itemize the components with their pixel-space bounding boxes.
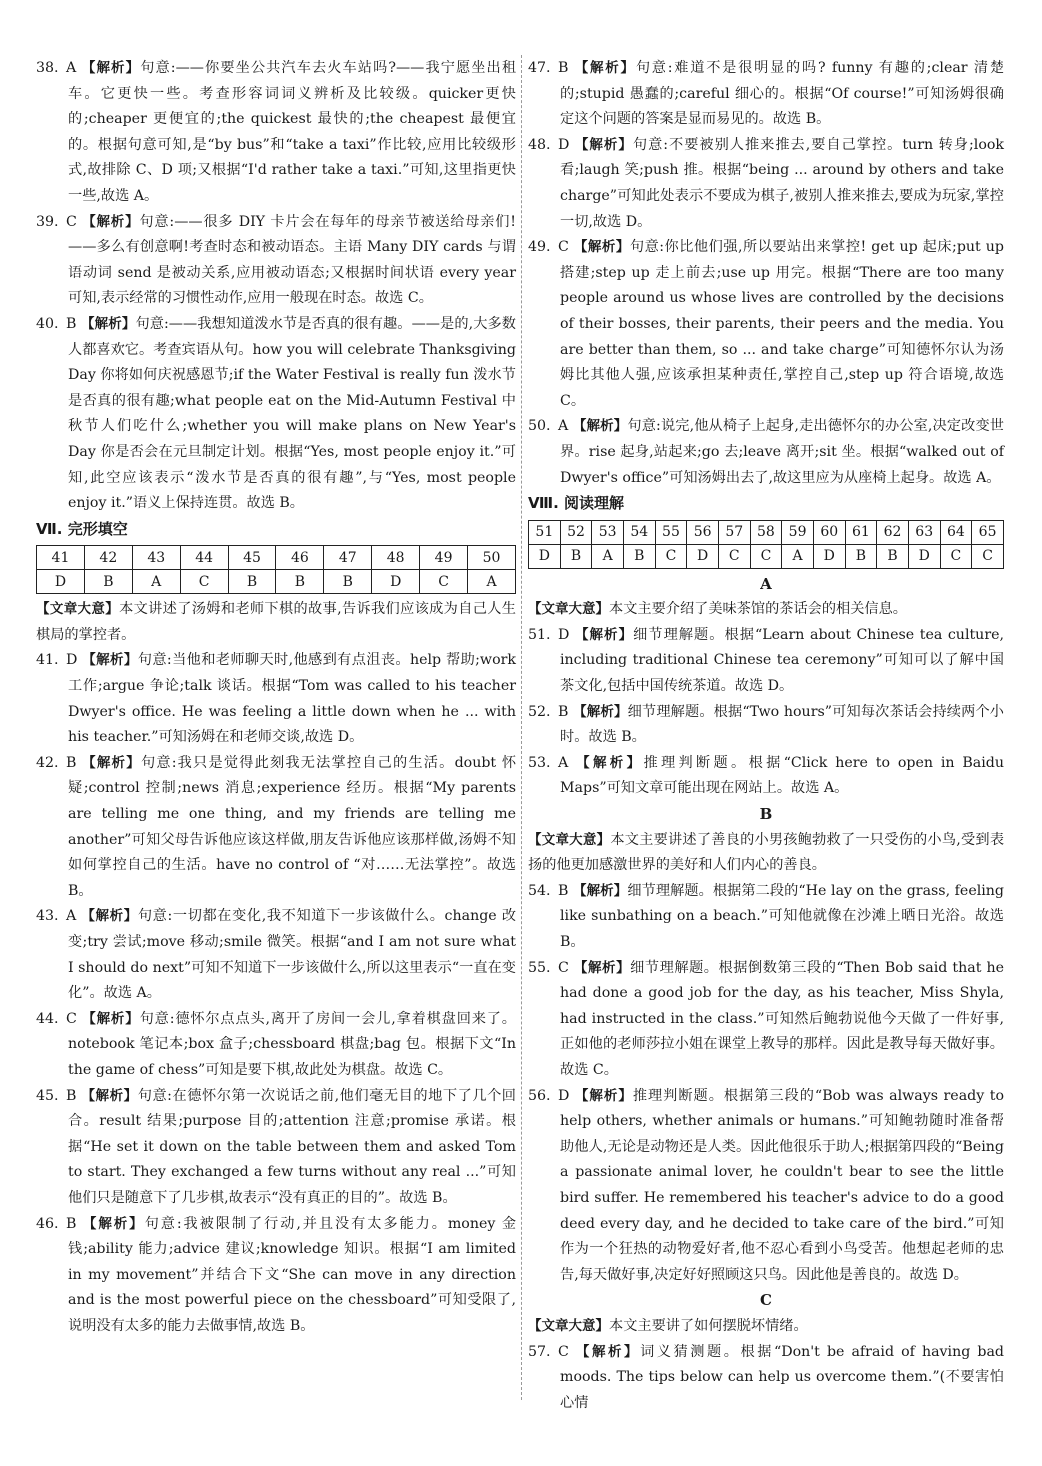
table-cell: 53 — [592, 520, 624, 544]
answer-item-47: 47. B 【解析】句意:难道不是很明显的吗? funny 有趣的;clear 清楚的;stupid 愚蠢的;careful 细心的。根据“Of course!”可知汤姆很确定这个问题的答案是显而易见的。故选 B。 — [528, 60, 1005, 128]
table-cell: 51 — [529, 520, 561, 544]
cloze-answer-table — [36, 545, 516, 594]
table-cell: D — [908, 544, 940, 568]
answer-item-40: 40. B 【解析】句意:——我想知道泼水节是否真的很有趣。——是的,大多数人都喜欢它。考查宾语从句。how you will celebrate Thanksgiving Day 你将如何庆祝感恩节;if the Water Festival is really fun 泼水节是否真的很有趣;what people eat on the Mid-Autumn Festival 中秋节人们吃什么;whether you will make plans on New Year's Day 你是否会在元旦制定计划。根据“Yes, most people enjoy it.”可知,此空应该表示“泼水节是否真的很有趣”,与“Yes, most people enjoy it.”语义上保持连贯。故选 B。 — [36, 315, 516, 512]
table-row-answers — [529, 544, 1004, 568]
table-cell: 50 — [468, 546, 516, 570]
table-cell: 45 — [228, 546, 276, 570]
answer-item-57: 57. C 【解析】词义猜测题。根据“Don't be afraid of having bad moods. The tips below can help us overcome them.”(不要害怕心情 — [528, 1343, 1004, 1411]
reading-answer-table — [528, 520, 1004, 569]
table-cell: D — [813, 544, 845, 568]
table-cell: D — [37, 570, 85, 594]
answer-item-54: 54. B 【解析】细节理解题。根据第二段的“He lay on the grass, feeling like sunbathing on a beach.”可知他就像在沙滩上晒日光浴。故选 B。 — [528, 882, 1005, 950]
table-cell: 57 — [718, 520, 750, 544]
section-title-reading: Ⅷ. 阅读理解 — [528, 494, 625, 513]
passage-b-summary: 【文章大意】本文主要讲述了善良的小男孩鲍勃救了一只受伤的小鸟,受到表扬的他更加感激世界的美好和人们内心的善良。 — [528, 831, 1005, 874]
answer-item-42: 42. B 【解析】句意:我只是觉得此刻我无法掌控自己的生活。doubt 怀疑;control 控制;news 消息;experience 经历。根据“My parents are telling me one thing, and my friends are telling me another”可知父母告诉他应该这样做,朋友告诉他应该那样做,汤姆不知如何掌控自己的生活。have no control of “对……无法掌控”。故选 B。 — [36, 754, 517, 899]
table-cell: B — [84, 570, 132, 594]
answer-item-46: 46. B 【解析】句意:我被限制了行动,并且没有太多能力。money 金钱;ability 能力;advice 建议;knowledge 知识。根据“I am limited in my movement”并结合下文“She can move in any direction and is the most powerful piece on the chessboard”可知受限了,说明没有太多的能力去做事情,故选 B。 — [36, 1215, 517, 1334]
table-row-answers — [37, 570, 516, 594]
table-cell: C — [420, 570, 468, 594]
answer-item-38: 38. A 【解析】句意:——你要坐公共汽车去火车站吗?——我宁愿坐出租车。它更快一些。考查形容词词义辨析及比较级。quicker更快的;cheaper 更便宜的;the quickest 最快的;the cheapest 最便宜的。根据句意可知,是“by bus”和“take a taxi”作比较,应用比较级形式,故排除 C、D 项;又根据“I'd rather take a taxi.”可知,这里指更快一些,故选 A。 — [36, 60, 517, 204]
table-cell: B — [228, 570, 276, 594]
table-cell: A — [592, 544, 624, 568]
table-cell: 55 — [655, 520, 687, 544]
answer-item-39: 39. C 【解析】句意:——很多 DIY 卡片会在每年的母亲节被送给母亲们!——多么有创意啊!考查时态和被动语态。主语 Many DIY cards 与谓语动词 send 是被动关系,应用被动语态;又根据时间状语 every year 可知,表示经常的习惯性动作,应用一般现在时态。故选 C。 — [36, 213, 516, 307]
answer-item-56: 56. D 【解析】推理判断题。根据第三段的“Bob was always ready to help others, whether animals or humans.”可知鲍勃随时准备帮助他人,无论是动物还是人类。因此他很乐于助人;根据第四段的“Being a passionate animal lover, he couldn't bear to see the little bird suffer. He remembered his teacher's advice to do a good deed every day, and he decided to take care of the bird.”可知作为一个狂热的动物爱好者,他不忍心看到小鸟受苦。他想起老师的忠告,每天做好事,决定好好照顾这只鸟。因此他是善良的。故选 D。 — [528, 1087, 1004, 1283]
table-cell: B — [623, 544, 655, 568]
table-cell: 49 — [420, 546, 468, 570]
table-cell: B — [845, 544, 877, 568]
table-cell: 63 — [908, 520, 940, 544]
column-divider — [521, 55, 522, 1400]
table-cell: B — [324, 570, 372, 594]
table-cell: A — [782, 544, 814, 568]
answer-item-55: 55. C 【解析】细节理解题。根据倒数第三段的“Then Bob said that he had done a good job for the day, as his teacher, Miss Shyla, had instructed in the class.”可知然后鲍勃说他今天做了一件好事,正如他的老师莎拉小姐在课堂上教导的那样。因此是教导每天做好事。故选 C。 — [528, 959, 1004, 1078]
table-cell: 62 — [877, 520, 909, 544]
table-cell: 46 — [276, 546, 324, 570]
table-cell: 47 — [324, 546, 372, 570]
table-cell: 54 — [623, 520, 655, 544]
table-cell: C — [180, 570, 228, 594]
answer-item-41: 41. D 【解析】句意:当他和老师聊天时,他感到有点沮丧。help 帮助;work 工作;argue 争论;talk 谈话。根据“Tom was called to his teacher Dwyer's office. He was feeling a little down when he ... with his teacher.”可知汤姆在和老师交谈,故选 D。 — [36, 652, 516, 746]
table-cell: C — [750, 544, 782, 568]
table-cell: 42 — [84, 546, 132, 570]
answer-item-53: 53. A 【解析】推理判断题。根据“Click here to open in Baidu Maps”可知文章可能出现在网站上。故选 A。 — [528, 754, 1005, 797]
answer-item-44: 44. C 【解析】句意:德怀尔点点头,离开了房间一会儿,拿着棋盘回来了。notebook 笔记本;box 盒子;chessboard 棋盘;bag 包。根据下文“In the game of chess”可知是要下棋,故此处为棋盘。故选 C。 — [36, 1010, 516, 1078]
right-column — [528, 56, 1004, 1416]
table-cell: C — [718, 544, 750, 568]
table-cell: B — [276, 570, 324, 594]
table-cell: C — [940, 544, 972, 568]
table-cell: A — [132, 570, 180, 594]
table-row-numbers — [37, 546, 516, 570]
table-cell: 41 — [37, 546, 85, 570]
table-cell: 58 — [750, 520, 782, 544]
table-cell: 44 — [180, 546, 228, 570]
section-title-cloze: Ⅶ. 完形填空 — [36, 519, 128, 538]
passage-label-a: A — [760, 574, 772, 593]
answer-item-52: 52. B 【解析】细节理解题。根据“Two hours”可知每次茶话会持续两个小时。故选 B。 — [528, 703, 1004, 746]
left-column — [36, 56, 516, 1340]
answer-item-45: 45. B 【解析】句意:在德怀尔第一次说话之前,他们毫无目的地下了几个回合。result 结果;purpose 目的;attention 注意;promise 承诺。根据“He set it down on the table between them and asked Tom to start. They exchanged a few turns without any real ...”可知他们只是随意下了几步棋,故表示“没有真正的目的”。故选 B。 — [36, 1087, 516, 1206]
answer-item-51: 51. D 【解析】细节理解题。根据“Learn about Chinese tea culture, including traditional Chinese tea ceremony”可知可以了解中国茶文化,包括中国传统茶道。故选 D。 — [528, 626, 1005, 695]
table-cell: 48 — [372, 546, 420, 570]
answer-item-43: 43. A 【解析】句意:一切都在变化,我不知道下一步该做什么。change 改变;try 尝试;move 移动;smile 微笑。根据“and I am not sure what I should do next”可知不知道下一步该做什么,所以这里表示“一直在变化”。故选 A。 — [36, 908, 517, 1002]
table-cell: A — [468, 570, 516, 594]
passage-label-b: B — [759, 805, 773, 824]
table-cell: D — [372, 570, 420, 594]
answer-item-48: 48. D 【解析】句意:不要被别人推来推去,要自己掌控。turn 转身;look 看;laugh 笑;push 推。根据“being ... around by others and take charge”可知此处表示不要成为棋子,被别人推来推去,要成为玩家,掌控一切,故选 D。 — [528, 136, 1004, 230]
passage-c-summary: 【文章大意】本文主要讲了如何摆脱坏情绪。 — [528, 1317, 808, 1334]
cloze-summary: 【文章大意】本文讲述了汤姆和老师下棋的故事,告诉我们应该成为自己人生棋局的掌控者。 — [36, 601, 516, 643]
table-cell: C — [655, 544, 687, 568]
answer-item-49: 49. C 【解析】句意:你比他们强,所以要站出来掌控! get up 起床;put up 搭建;step up 走上前去;use up 用完。根据“There are too many people around us whose lives are controlled by the decisions of their bosses, their parents, their peers and the media. You are better than them, so ... and take charge”可知德怀尔认为汤姆比其他人强,应该承担某种责任,掌控自己,step up 符合语境,故选 C。 — [528, 239, 1004, 409]
table-cell: 59 — [782, 520, 814, 544]
passage-label-c: C — [760, 1291, 772, 1310]
passage-a-summary: 【文章大意】本文主要介绍了美味茶馆的茶话会的相关信息。 — [528, 601, 907, 618]
table-cell: C — [972, 544, 1004, 568]
table-cell: D — [529, 544, 561, 568]
table-row-numbers — [529, 520, 1004, 544]
table-cell: 61 — [845, 520, 877, 544]
table-cell: 43 — [132, 546, 180, 570]
table-cell: 64 — [940, 520, 972, 544]
answer-item-50: 50. A 【解析】句意:说完,他从椅子上起身,走出德怀尔的办公室,决定改变世界。rise 起身,站起来;go 去;leave 离开;sit 坐。根据“walked out of Dwyer's office”可知汤姆出去了,故这里应为从座椅上起身。故选 A。 — [528, 418, 1004, 486]
table-cell: 65 — [972, 520, 1004, 544]
table-cell: 52 — [560, 520, 592, 544]
table-cell: 56 — [687, 520, 719, 544]
table-cell: 60 — [813, 520, 845, 544]
table-cell: B — [560, 544, 592, 568]
table-cell: D — [687, 544, 719, 568]
table-cell: B — [877, 544, 909, 568]
